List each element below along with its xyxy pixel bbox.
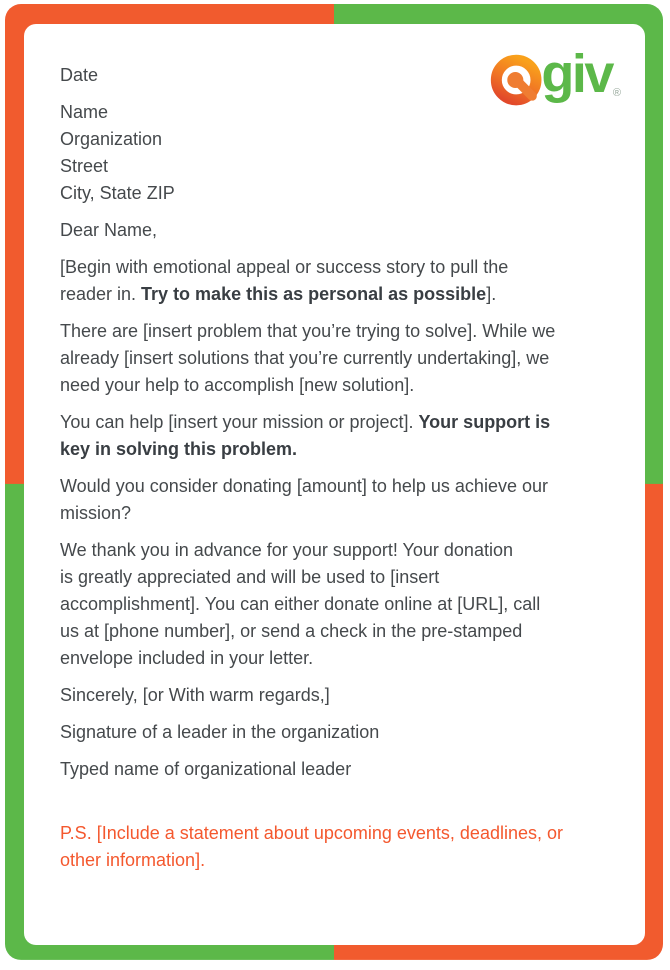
paragraph-donation-ask	[60, 473, 621, 527]
paragraph-opening-appeal	[60, 254, 621, 308]
letter-text-segment: P.S. [Include a statement about upcoming events, deadlines, or	[60, 823, 563, 843]
paragraph-signoff	[60, 682, 621, 709]
paragraph-signature-line	[60, 719, 621, 746]
paragraph-typed-name	[60, 756, 621, 783]
letter-text-segment: We thank you in advance for your support! Your donation	[60, 540, 513, 560]
paragraph-salutation	[60, 217, 621, 244]
letter-text-segment: Signature of a leader in the organization	[60, 722, 380, 742]
letter-text-segment: key in solving this problem.	[60, 439, 298, 459]
paragraph-recipient-address	[60, 99, 621, 207]
paragraph-thank-you	[60, 537, 621, 672]
letter-text-segment: Date	[60, 65, 99, 85]
qgiv-logo-text: giv	[541, 44, 612, 104]
paragraph-postscript	[60, 820, 621, 874]
letter-text-segment: envelope included in your letter.	[60, 648, 314, 668]
qgiv-logo	[490, 46, 621, 107]
registered-trademark-mark: ®	[612, 87, 621, 99]
letter-text-segment: already [insert solutions that you’re currently undertaking], we	[60, 348, 550, 368]
letter-text-segment: Try to make this as personal as possible	[141, 284, 487, 304]
qgiv-q-icon	[490, 53, 544, 107]
letter-text-segment: Organization	[60, 129, 163, 149]
paragraph-problem-statement	[60, 318, 621, 399]
letter-text-segment: mission?	[60, 503, 132, 523]
letter-text-segment: us at [phone number], or send a check in the pre-stamped	[60, 621, 523, 641]
letter-text-segment: accomplishment]. You can either donate online at [URL], call	[60, 594, 541, 614]
letter-text-segment: other information].	[60, 850, 206, 870]
letter-sheet	[24, 24, 645, 945]
letter-text-segment: ].	[486, 284, 497, 304]
letter-text-segment: Name	[60, 102, 109, 122]
letter-text-segment: Street	[60, 156, 109, 176]
letter-text-segment: is greatly appreciated and will be used to [insert	[60, 567, 440, 587]
letter-text-segment: Typed name of organizational leader	[60, 759, 352, 779]
decorative-quadrant-border	[5, 4, 663, 960]
paragraph-mission-support	[60, 409, 621, 463]
letter-text-segment: Your support is	[418, 412, 551, 432]
letter-body	[60, 62, 621, 874]
letter-text-segment: Sincerely, [or With warm regards,]	[60, 685, 330, 705]
letter-text-segment: You can help [insert your mission or project].	[60, 412, 419, 432]
letter-text-segment: City, State ZIP	[60, 183, 175, 203]
letter-text-segment: reader in.	[60, 284, 142, 304]
letter-text-segment: Would you consider donating [amount] to help us achieve our	[60, 476, 548, 496]
letter-text-segment: There are [insert problem that you’re trying to solve]. While we	[60, 321, 556, 341]
letter-text-segment: [Begin with emotional appeal or success story to pull the	[60, 257, 509, 277]
letter-text-segment: need your help to accomplish [new solution].	[60, 375, 415, 395]
letter-text-segment: Dear Name,	[60, 220, 158, 240]
